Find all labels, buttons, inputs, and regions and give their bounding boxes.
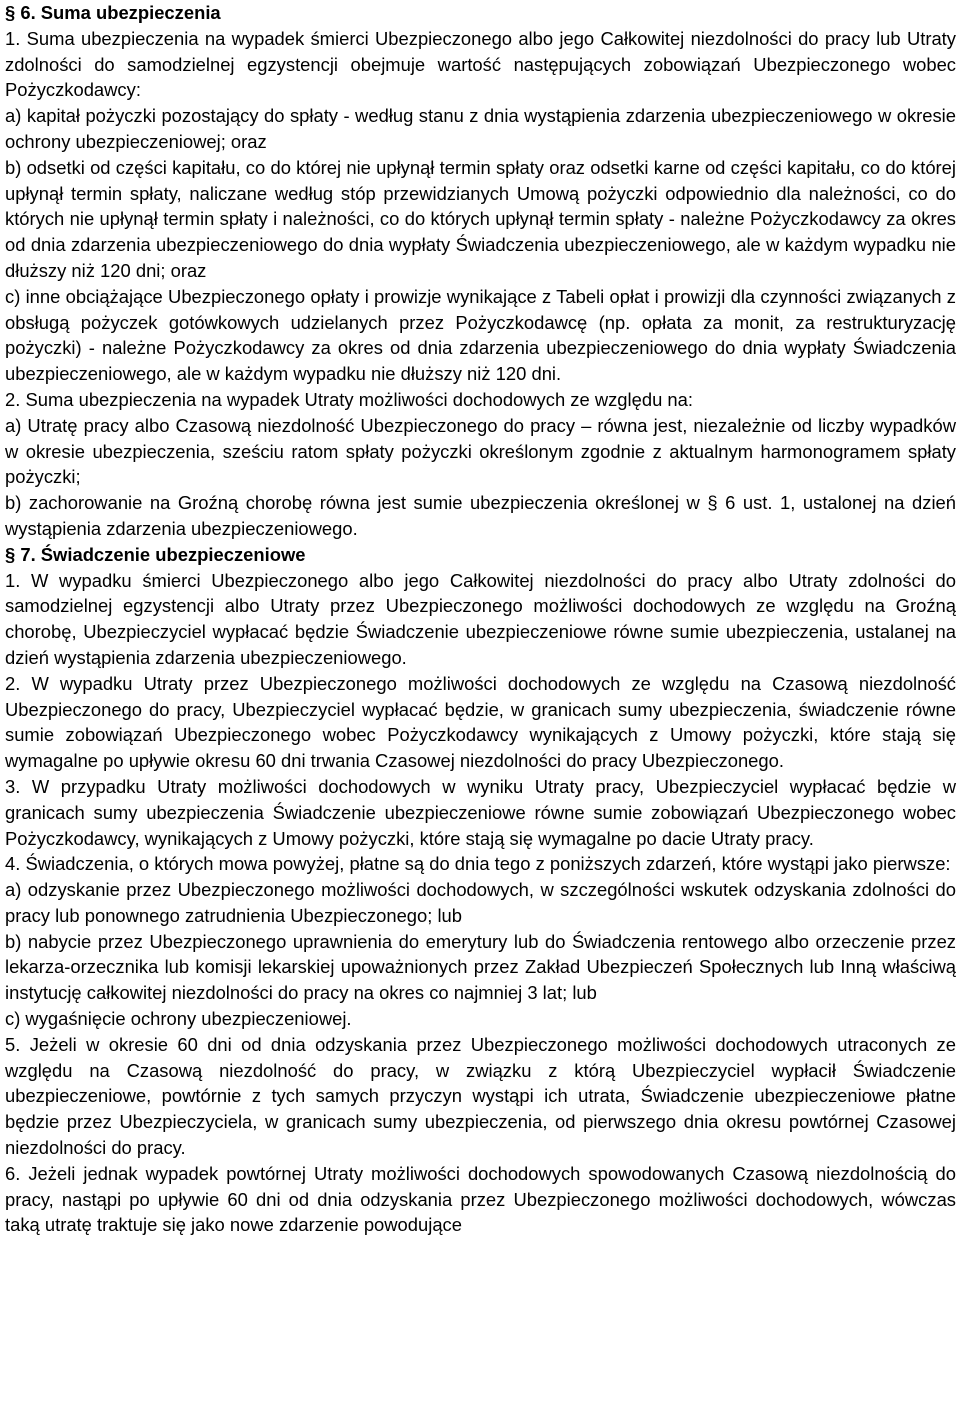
section-6-paragraph-1a: a) kapitał pożyczki pozostający do spłaty - według stanu z dnia wystąpienia zdarzenia ubezpieczeniowego w okresie ochrony ubezpieczeniowej; oraz — [5, 105, 956, 152]
section-7-paragraph-1: 1. W wypadku śmierci Ubezpieczonego albo jego Całkowitej niezdolności do pracy albo Utraty zdolności do samodzielnej egzystencji albo Utraty przez Ubezpieczonego możliwości dochodowych ze względu na Groźną chorobę, Ubezpieczyciel wypłacać będzie Świadczenie ubezpieczeniowe równe sumie ubezpieczenia, ustalanej na dzień wystąpienia zdarzenia ubezpieczeniowego. — [5, 569, 956, 668]
section-7-paragraph-3: 3. W przypadku Utraty możliwości dochodowych w wyniku Utraty pracy, Ubezpieczyciel wypłacać będzie w granicach sumy ubezpieczenia Świadczenie ubezpieczeniowe równe sumie zobowiązań Ubezpieczonego wobec Pożyczkodawcy, wynikających z Umowy pożyczki, które stają się wymagalne po dacie Utraty pracy. — [5, 775, 956, 849]
section-6-paragraph-1c: c) inne obciążające Ubezpieczonego opłaty i prowizje wynikające z Tabeli opłat i prowizji dla czynności związanych z obsługą pożyczek gotówkowych udzielanych przez Pożyczkodawcę (np. opłata za monit, za restrukturyzację pożyczki) - należne Pożyczkodawcy za okres od dnia zdarzenia ubezpieczeniowego do dnia wypłaty Świadczenia ubezpieczeniowego, ale w każdym wypadku nie dłuższy niż 120 dni. — [5, 285, 956, 385]
section-7-paragraph-6: 6. Jeżeli jednak wypadek powtórnej Utraty możliwości dochodowych spowodowanych Czasową niezdolnością do pracy, nastąpi po upływie 60 dni od dnia odzyskania przez Ubezpieczonego możliwości dochodowych, wówczas taką utratę traktuje się jako nowe zdarzenie powodujące — [5, 1162, 956, 1236]
section-6-paragraph-2: 2. Suma ubezpieczenia na wypadek Utraty możliwości dochodowych ze względu na: — [5, 388, 693, 410]
section-6-paragraph-1: 1. Suma ubezpieczenia na wypadek śmierci Ubezpieczonego albo jego Całkowitej niezdolności do pracy lub Utraty zdolności do samodzielnej egzystencji obejmuje wartość następujących zobowiązań Ubezpieczonego wobec Pożyczkodawcy: — [5, 27, 956, 101]
section-7-heading: § 7. Świadczenie ubezpieczeniowe — [5, 543, 306, 565]
section-7-paragraph-4b: b) nabycie przez Ubezpieczonego uprawnienia do emerytury lub do Świadczenia rentowego albo orzeczenie przez lekarza-orzecznika lub komisji lekarskiej upoważnionych przez Zakład Ubezpieczeń Społecznych lub Inną właściwą instytucję całkowitej niezdolności do pracy na okres co najmniej 3 lat; lub — [5, 930, 956, 1004]
section-6-paragraph-2a: a) Utratę pracy albo Czasową niezdolność Ubezpieczonego do pracy – równa jest, niezależnie od liczby wypadków w okresie ubezpieczenia, sześciu ratom spłaty pożyczki określonym zgodnie z aktualnym harmonogramem spłaty pożyczki; — [5, 414, 956, 488]
section-7-paragraph-5: 5. Jeżeli w okresie 60 dni od dnia odzyskania przez Ubezpieczonego możliwości dochodowych utraconych ze względu na Czasową niezdolność do pracy, w związku z którą Ubezpieczyciel wypłacił Świadczenie ubezpieczeniowe, powtórnie z tych samych przyczyn wystąpi ich utrata, Świadczenie ubezpieczeniowe płatne będzie przez Ubezpieczyciela, w granicach sumy ubezpieczenia, od pierwszego dnia okresu powtórnej Czasowej niezdolności do pracy. — [5, 1033, 956, 1159]
section-7-paragraph-4: 4. Świadczenia, o których mowa powyżej, płatne są do dnia tego z poniższych zdarzeń, które wystąpi jako pierwsze: — [5, 853, 951, 875]
section-6-paragraph-1b: b) odsetki od części kapitału, co do której nie upłynął termin spłaty oraz odsetki karne od części kapitału, co do której upłynął termin spłaty, naliczane według stóp przewidzianych Umową pożyczki odpowiednio dla należności, co do których nie upłynął termin spłaty i należności, co do których upłynął termin spłaty - należne Pożyczkodawcy za okres od dnia zdarzenia ubezpieczeniowego do dnia wypłaty Świadczenia ubezpieczeniowego, ale w każdym wypadku nie dłuższy niż 120 dni; oraz — [5, 156, 956, 281]
section-7-paragraph-2: 2. W wypadku Utraty przez Ubezpieczonego możliwości dochodowych ze względu na Czasową niezdolność Ubezpieczonego do pracy, Ubezpieczyciel wypłacać będzie, w granicach sumy ubezpieczenia, świadczenie równe sumie zobowiązań Ubezpieczonego wobec Pożyczkodawcy wynikających z Umowy pożyczki, które stają się wymagalne po upływie okresu 60 dni trwania Czasowej niezdolności do pracy Ubezpieczonego. — [5, 672, 956, 772]
section-7-paragraph-4a: a) odzyskanie przez Ubezpieczonego możliwości dochodowych, w szczególności wskutek odzyskania zdolności do pracy lub ponownego zatrudnienia Ubezpieczonego; lub — [5, 879, 956, 926]
section-6-paragraph-2b: b) zachorowanie na Groźną chorobę równa jest sumie ubezpieczenia określonej w § 6 ust. 1, ustalonej na dzień wystąpienia zdarzenia ubezpieczeniowego. — [5, 492, 956, 539]
section-7-paragraph-4c: c) wygaśnięcie ochrony ubezpieczeniowej. — [5, 1008, 352, 1030]
section-6-heading: § 6. Suma ubezpieczenia — [5, 2, 221, 23]
document-page — [5, 0, 956, 1238]
